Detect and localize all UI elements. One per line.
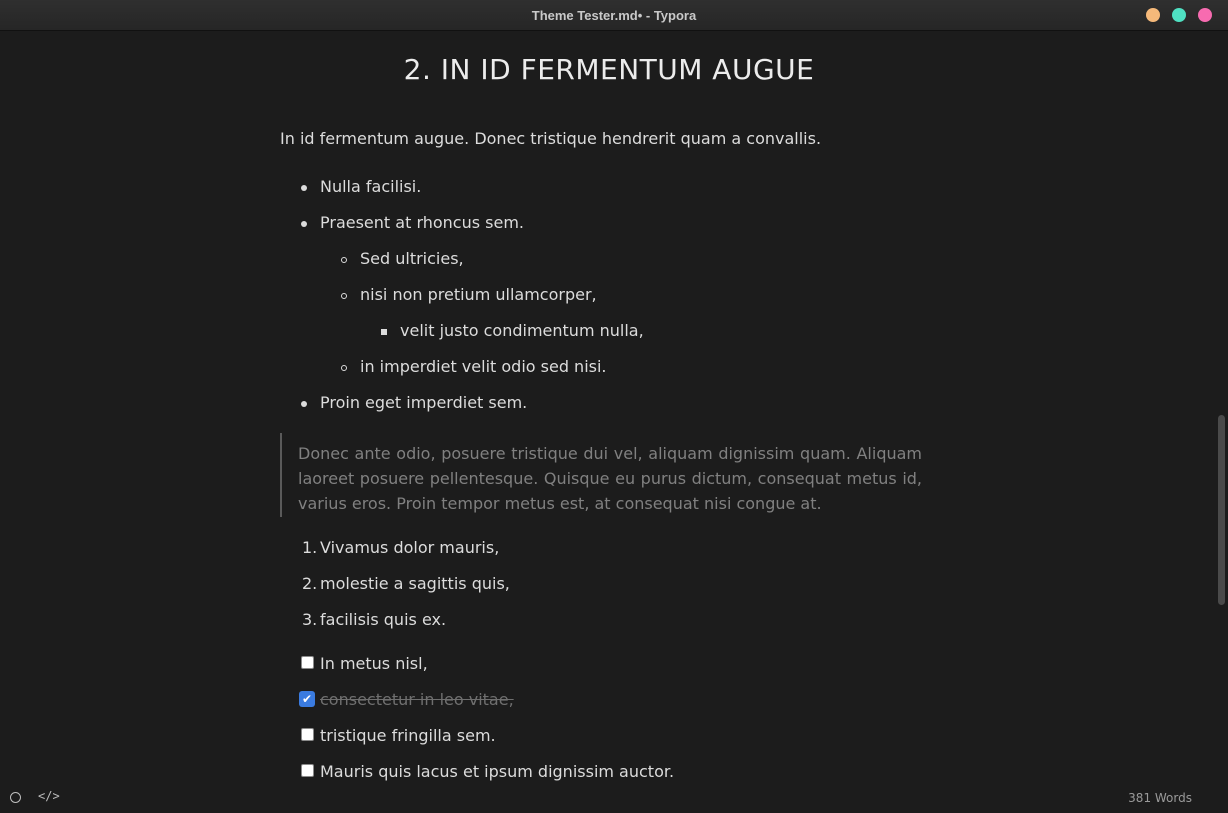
ordered-number: 3. <box>302 610 318 629</box>
ordered-item: facilisis quis ex. <box>320 610 447 629</box>
list-item: Sed ultricies, <box>360 249 464 268</box>
status-bar <box>0 781 1228 813</box>
window-title: Theme Tester.md• - Typora <box>531 8 697 23</box>
blockquote <box>280 433 922 517</box>
task-checkbox-checked[interactable] <box>299 691 315 707</box>
bullet-disc-icon <box>301 401 307 407</box>
list-item: Nulla facilisi. <box>320 177 422 196</box>
outline-toggle-icon[interactable] <box>10 792 21 803</box>
task-item-done: consectetur in leo vitae, <box>320 690 514 709</box>
minimize-button[interactable] <box>1146 8 1160 22</box>
task-item: Mauris quis lacus et ipsum dignissim auctor. <box>320 762 675 781</box>
task-checkbox[interactable] <box>301 728 314 741</box>
task-checkbox[interactable] <box>301 656 314 669</box>
source-mode-icon[interactable]: </> <box>38 789 60 803</box>
section-heading: 2. IN ID FERMENTUM AUGUE <box>403 53 815 86</box>
bullet-disc-icon <box>301 221 307 227</box>
bullet-circle-icon <box>341 293 347 299</box>
maximize-button[interactable] <box>1172 8 1186 22</box>
title-bar <box>0 0 1228 31</box>
blockquote-text: Donec ante odio, posuere tristique dui vel, aliquam dignissim quam. Aliquam laoreet posuere pellentesque. Quisque eu purus dictum, consequat metus id, varius eros. Proin tempor metus est, at consequat nisi congue at. <box>298 444 922 513</box>
word-count[interactable]: 381 Words <box>1128 791 1192 805</box>
ordered-item: molestie a sagittis quis, <box>320 574 510 593</box>
close-button[interactable] <box>1198 8 1212 22</box>
bullet-circle-icon <box>341 257 347 263</box>
task-checkbox[interactable] <box>301 764 314 777</box>
ordered-number: 2. <box>302 574 318 593</box>
ordered-item: Vivamus dolor mauris, <box>320 538 500 557</box>
list-item: velit justo condimentum nulla, <box>400 321 644 340</box>
bullet-disc-icon <box>301 185 307 191</box>
bullet-square-icon <box>381 329 387 335</box>
list-item: Proin eget imperdiet sem. <box>320 393 528 412</box>
list-item: in imperdiet velit odio sed nisi. <box>360 357 607 376</box>
checkmark-icon: ✔ <box>301 692 313 706</box>
paragraph: In id fermentum augue. Donec tristique hendrerit quam a convallis. <box>280 129 822 148</box>
task-item: In metus nisl, <box>320 654 428 673</box>
task-item: tristique fringilla sem. <box>320 726 496 745</box>
bullet-circle-icon <box>341 365 347 371</box>
list-item: nisi non pretium ullamcorper, <box>360 285 597 304</box>
list-item: Praesent at rhoncus sem. <box>320 213 525 232</box>
editor-area[interactable] <box>0 31 1228 781</box>
ordered-number: 1. <box>302 538 318 557</box>
vertical-scrollbar[interactable] <box>1218 415 1225 605</box>
